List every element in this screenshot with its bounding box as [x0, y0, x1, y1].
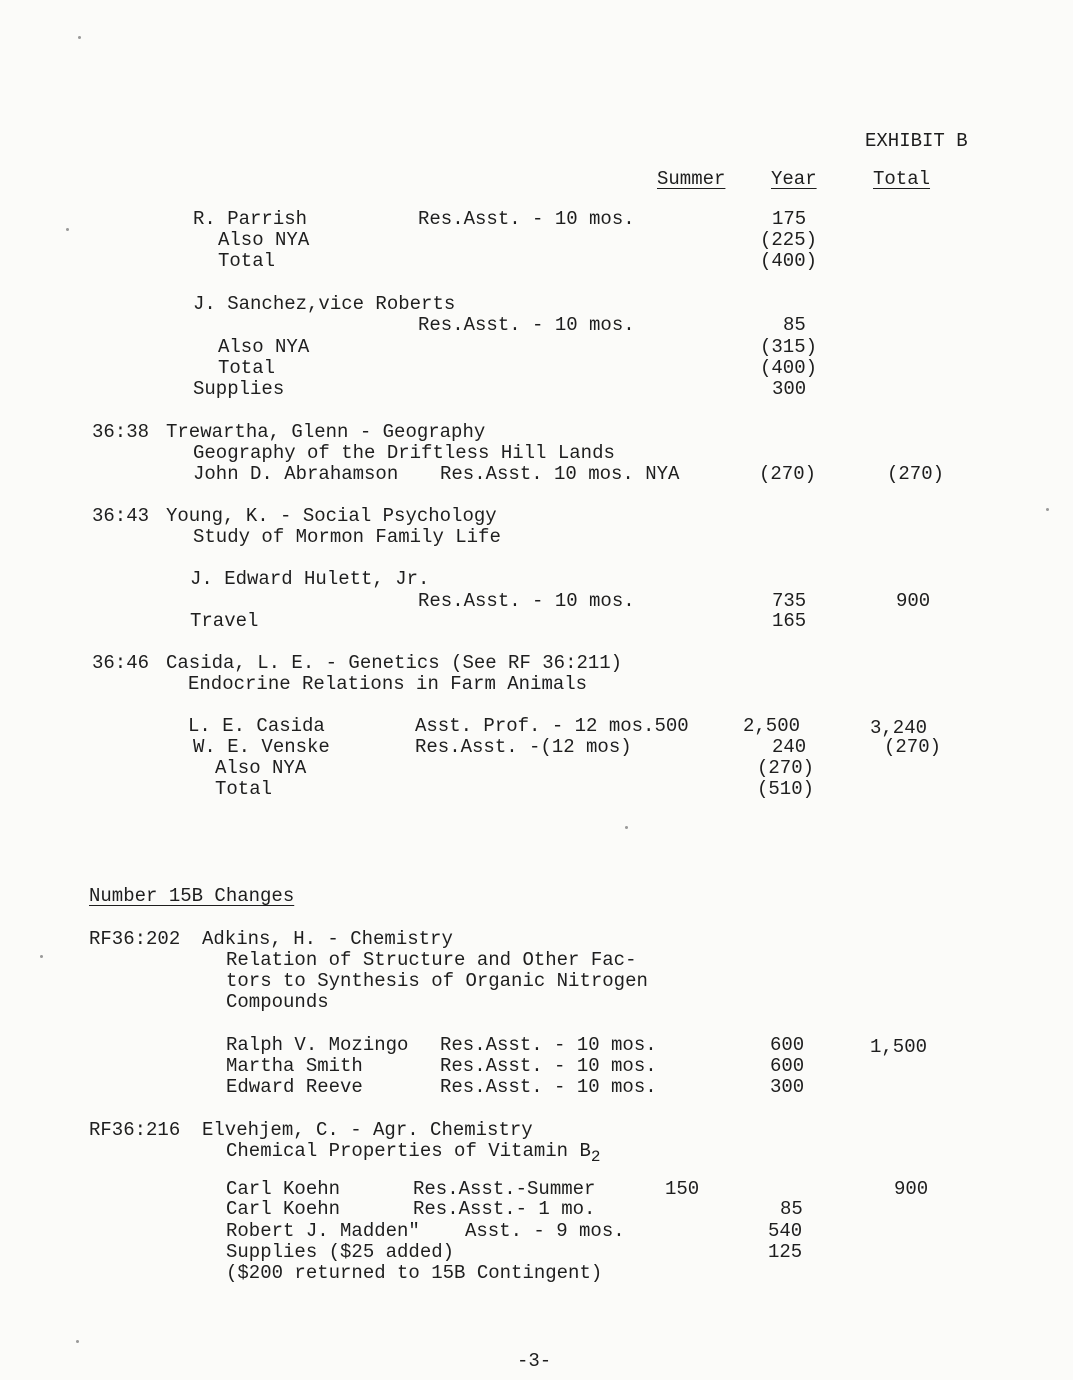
rf-36216-row5-label: ($200 returned to 15B Contingent) [226, 1262, 603, 1284]
grant-3638-person: John D. Abrahamson [193, 463, 399, 485]
rf-36216-number: RF36:216 [89, 1119, 181, 1141]
exhibit-label: EXHIBIT B [865, 130, 968, 152]
rf-36216-row3-year: 540 [768, 1220, 803, 1242]
grant-3646-number: 36:46 [92, 652, 150, 674]
grant-3638-title: Geography of the Driftless Hill Lands [193, 442, 615, 464]
grant-3646-row1-position: Asst. Prof. - 12 mos.500 [415, 715, 689, 737]
rf-36202-row2-position: Res.Asst. - 10 mos. [440, 1055, 657, 1077]
rf-36202-number: RF36:202 [89, 928, 181, 950]
grant-3643-position: Res.Asst. - 10 mos. [418, 590, 635, 612]
rf-36202-row3-position: Res.Asst. - 10 mos. [440, 1076, 657, 1098]
rf-36202-row1-total: 1,500 [870, 1036, 928, 1058]
column-header-summer: Summer [657, 168, 726, 190]
column-header-year: Year [771, 168, 817, 190]
parrish-name: R. Parrish [193, 208, 308, 230]
parrish-also-year: (225) [760, 229, 818, 251]
sanchez-also-year: (315) [760, 336, 818, 358]
rf-36216-row2-position: Res.Asst.- 1 mo. [413, 1198, 596, 1220]
grant-3643-travel-label: Travel [190, 610, 259, 632]
rf-36202-title-2: tors to Synthesis of Organic Nitrogen [226, 970, 648, 992]
rf-36202-row2-year: 600 [770, 1055, 805, 1077]
parrish-position: Res.Asst. - 10 mos. [418, 208, 635, 230]
rf-36216-row3-name: Robert J. Madden" [226, 1220, 420, 1242]
grant-3646-total-label: Total [215, 778, 273, 800]
rf-36202-title-3: Compounds [226, 991, 329, 1013]
sanchez-year: 85 [783, 314, 806, 336]
grant-3643-travel-year: 165 [772, 610, 807, 632]
grant-3646-total-year: (510) [757, 778, 815, 800]
grant-3646-head: Casida, L. E. - Genetics (See RF 36:211) [166, 652, 623, 674]
paper-speck [625, 826, 628, 829]
grant-3643-title: Study of Mormon Family Life [193, 526, 501, 548]
rf-36216-row2-name: Carl Koehn [226, 1198, 341, 1220]
grant-3646-row2-total: (270) [884, 736, 942, 758]
grant-3638-head: Trewartha, Glenn - Geography [166, 421, 486, 443]
rf-36216-head: Elvehjem, C. - Agr. Chemistry [202, 1119, 533, 1141]
paper-speck [40, 955, 43, 958]
grant-3643-number: 36:43 [92, 505, 150, 527]
rf-36202-row1-name: Ralph V. Mozingo [226, 1034, 409, 1056]
sanchez-supplies-year: 300 [772, 378, 807, 400]
rf-36202-title-1: Relation of Structure and Other Fac- [226, 949, 637, 971]
rf-36216-row3-position: Asst. - 9 mos. [465, 1220, 625, 1242]
grant-3646-also-label: Also NYA [215, 757, 307, 779]
rf-36202-row1-year: 600 [770, 1034, 805, 1056]
grant-3646-row2-year: 240 [772, 736, 807, 758]
rf-36202-row3-year: 300 [770, 1076, 805, 1098]
paper-speck [1046, 508, 1049, 511]
sanchez-total-label: Total [218, 357, 276, 379]
rf-36216-row1-total: 900 [894, 1178, 929, 1200]
rf-36216-title-text: Chemical Properties of Vitamin B [226, 1140, 591, 1162]
rf-36202-row2-name: Martha Smith [226, 1055, 363, 1077]
grant-3646-row1-name: L. E. Casida [188, 715, 325, 737]
grant-3646-title: Endocrine Relations in Farm Animals [188, 673, 588, 695]
grant-3643-person: J. Edward Hulett, Jr. [190, 568, 430, 590]
grant-3638-year: (270) [759, 463, 817, 485]
grant-3638-number: 36:38 [92, 421, 150, 443]
sanchez-supplies-label: Supplies [193, 378, 285, 400]
sanchez-also-label: Also NYA [218, 336, 310, 358]
sanchez-position: Res.Asst. - 10 mos. [418, 314, 635, 336]
paper-speck [66, 228, 69, 231]
rf-36216-title-subscript: 2 [590, 1147, 601, 1166]
parrish-also-label: Also NYA [218, 229, 310, 251]
rf-36216-row1-position: Res.Asst.-Summer [413, 1178, 596, 1200]
grant-3638-total: (270) [887, 463, 945, 485]
rf-36216-row1-summer: 150 [665, 1178, 700, 1200]
grant-3643-head: Young, K. - Social Psychology [166, 505, 497, 527]
grant-3646-row2-position: Res.Asst. -(12 mos) [415, 736, 632, 758]
changes-heading: Number 15B Changes [89, 885, 295, 907]
parrish-total-label: Total [218, 250, 276, 272]
rf-36216-row1-name: Carl Koehn [226, 1178, 341, 1200]
grant-3643-year: 735 [772, 590, 807, 612]
grant-3643-total: 900 [896, 590, 931, 612]
grant-3646-also-year: (270) [757, 757, 815, 779]
parrish-year: 175 [772, 208, 807, 230]
rf-36216-title [226, 1140, 600, 1168]
grant-3646-row1-total: 3,240 [870, 717, 928, 739]
paper-speck [76, 1340, 79, 1343]
sanchez-name: J. Sanchez,vice Roberts [193, 293, 456, 315]
paper-speck [78, 36, 81, 39]
rf-36216-row4-year: 125 [768, 1241, 803, 1263]
parrish-total-year: (400) [760, 250, 818, 272]
grant-3646-row2-name: W. E. Venske [193, 736, 330, 758]
rf-36202-row1-position: Res.Asst. - 10 mos. [440, 1034, 657, 1056]
rf-36216-row4-label: Supplies ($25 added) [226, 1241, 455, 1263]
grant-3638-position: Res.Asst. 10 mos. NYA [440, 463, 680, 485]
rf-36202-head: Adkins, H. - Chemistry [202, 928, 453, 950]
grant-3646-row1-year: 2,500 [743, 715, 801, 737]
column-header-total: Total [873, 168, 931, 190]
sanchez-total-year: (400) [760, 357, 818, 379]
page-number: -3- [517, 1350, 552, 1372]
rf-36202-row3-name: Edward Reeve [226, 1076, 363, 1098]
rf-36216-row2-year: 85 [780, 1198, 803, 1220]
